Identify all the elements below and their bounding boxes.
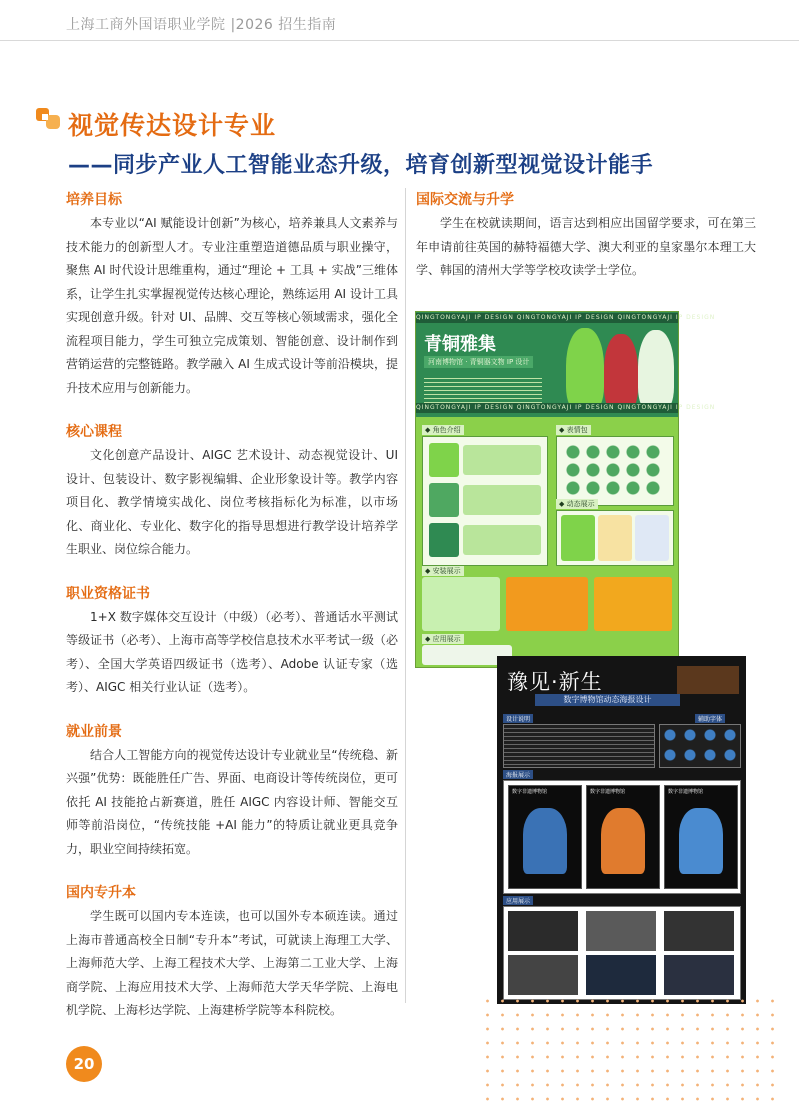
palette-block (659, 724, 741, 768)
emoji-panel (556, 436, 674, 506)
panel-label: ◆ 表情包 (556, 425, 591, 435)
digital-museum-poster-board-image (497, 656, 746, 1004)
section-body: 1+X 数字媒体交互设计（中级）（必考）、普通话水平测试等级证书（必考）、上海市高等学校信息技术水平考试一级（必考）、全国大学英语四级证书（选考）、Adobe 认证专家（选考）、AIGC 相关行业认证（选考）。 (66, 609, 398, 694)
motion-frame (561, 515, 595, 561)
poster-board-subtitle: 数字博物馆动态海报设计 (535, 694, 680, 706)
character-figure (566, 328, 604, 412)
concept-text-block (503, 724, 655, 768)
poster-card (586, 785, 660, 889)
pattern-decoration (677, 666, 739, 694)
character-figure (638, 330, 674, 412)
application-photo (508, 911, 578, 951)
section-title: 就业前景 (66, 723, 122, 740)
poster-caption: 数字非遗博物馆 (590, 789, 626, 795)
character-thumb (463, 445, 541, 475)
section-international (416, 190, 756, 283)
board-blurb-lines (424, 378, 542, 404)
application-photo (664, 955, 734, 995)
application-photo (508, 955, 578, 995)
section-training-goal (66, 190, 398, 400)
emoji-grid (563, 443, 663, 497)
section-title: 培养目标 (66, 192, 122, 208)
motion-frame (598, 515, 632, 561)
board-subtitle: 河南博物馆 · 青铜器文物 IP 设计 (424, 356, 533, 368)
character-thumb (429, 443, 459, 477)
section-body: 结合人工智能方向的视觉传达设计专业就业呈“传统稳、新兴强”优势：既能胜任广告、界面、电商设计等传统岗位，更可依托 AI 技能抢占新赛道，胜任 AIGC 内容设计师、智能交互师等前沿岗位，“传统技能 +AI 能力”的特质让就业更具竞争力，职业空间持续拓宽。 (66, 747, 398, 856)
section-upgrade (66, 883, 398, 1023)
section-employment (66, 722, 398, 862)
section-body: 学生既可以国内专本连读，也可以国外专本硕连读。通过上海市普通高校全日制“专升本”考试，可就读上海理工大学、上海师范大学、上海工程技术大学、上海第二工业大学、上海商学院、上海应用技术大学、上海师范大学天华学院、上海电机学院、上海杉达学院、上海建桥学院等本科院校。 (66, 909, 398, 1017)
decorative-dot-pattern (480, 994, 780, 1106)
poster-caption: 数字非遗博物馆 (668, 789, 704, 795)
motion-frame (635, 515, 669, 561)
character-thumb (463, 525, 541, 555)
character-thumb (429, 523, 459, 557)
section-logo-icon (36, 106, 62, 132)
poster-row (503, 780, 741, 894)
section-core-courses (66, 422, 398, 562)
poster-artwork (601, 808, 645, 874)
poster-artwork (523, 808, 567, 874)
section-title: 国际交流与升学 (416, 192, 514, 208)
installation-thumb (422, 577, 500, 631)
page-number: 20 (66, 1046, 102, 1082)
right-column (416, 190, 756, 305)
ip-design-board-image (415, 311, 716, 668)
major-subtitle: ——同步产业人工智能业态升级，培育创新型视觉设计能手 (68, 153, 654, 178)
board-band-top: QINGTONGYAJI IP DESIGN QINGTONGYAJI IP DESIGN QINGTONGYAJI IP DESIGN (416, 314, 716, 321)
left-column (66, 190, 398, 1045)
running-header: 上海工商外国语职业学院 |2026 招生指南 (66, 17, 337, 33)
application-photo (664, 911, 734, 951)
poster-board-title: 豫见·新生 (507, 670, 603, 694)
header-rule (0, 40, 799, 41)
application-photo (586, 955, 656, 995)
section-title: 核心课程 (66, 424, 122, 440)
section-body: 文化创意产品设计、AIGC 艺术设计、动态视觉设计、UI 设计、包装设计、数字影视编辑、企业形象设计等。教学内容项目化、教学情境实战化、岗位考核指标化为标准，以市场化、商业化、专业化、数字化的指导思想进行教学设计培养学生职业、岗位综合能力。 (66, 448, 398, 556)
section-certificates (66, 584, 398, 700)
motion-panel (556, 510, 674, 566)
column-divider (405, 188, 406, 1003)
poster-board-label: 海报展示 (503, 770, 533, 779)
poster-board-label: 辅助字体 (695, 714, 725, 723)
poster-card (664, 785, 738, 889)
character-panel (422, 436, 548, 566)
board-title: 青铜雅集 (424, 334, 496, 355)
installation-thumb (506, 577, 588, 631)
section-body: 本专业以“AI 赋能设计创新”为核心，培养兼具人文素养与技术能力的创新型人才。专业注重塑造道德品质与职业操守，聚焦 AI 时代设计思维重构，通过“理论 + 工具 + 实战”三维体系，让学生扎实掌握视觉传达核心理论，熟练运用 AI 设计工具实现创意升级。针对 UI、品牌、交互等核心领域需求，强化全流程项目能力，学生可独立完成策划、智能创意、设计制作到营销运营的完整链路。教学融入 AI 生成式设计等前沿模块，提升技术应用与创新能力。 (66, 216, 398, 395)
poster-board-label: 应用展示 (503, 896, 533, 905)
panel-label: ◆ 角色介绍 (422, 425, 464, 435)
panel-label: ◆ 安装展示 (422, 566, 464, 576)
panel-label: ◆ 应用展示 (422, 634, 464, 644)
major-title: 视觉传达设计专业 (68, 111, 277, 140)
character-figure (604, 334, 638, 412)
section-title: 国内专升本 (66, 885, 136, 901)
character-thumb (463, 485, 541, 515)
poster-board-label: 设计说明 (503, 714, 533, 723)
poster-artwork (679, 808, 723, 874)
poster-caption: 数字非遗博物馆 (512, 789, 548, 795)
panel-label: ◆ 动态展示 (556, 499, 598, 509)
installation-thumb (594, 577, 672, 631)
character-thumb (429, 483, 459, 517)
poster-card (508, 785, 582, 889)
section-body: 学生在校就读期间，语言达到相应出国留学要求，可在第三年申请前往英国的赫特福德大学、澳大利亚的皇家墨尔本理工大学、韩国的清州大学等学校攻读学士学位。 (416, 216, 756, 277)
application-photo (586, 911, 656, 951)
board-band-bottom: QINGTONGYAJI IP DESIGN QINGTONGYAJI IP DESIGN QINGTONGYAJI IP DESIGN (416, 404, 716, 411)
application-grid (503, 906, 741, 1000)
section-title: 职业资格证书 (66, 585, 150, 602)
